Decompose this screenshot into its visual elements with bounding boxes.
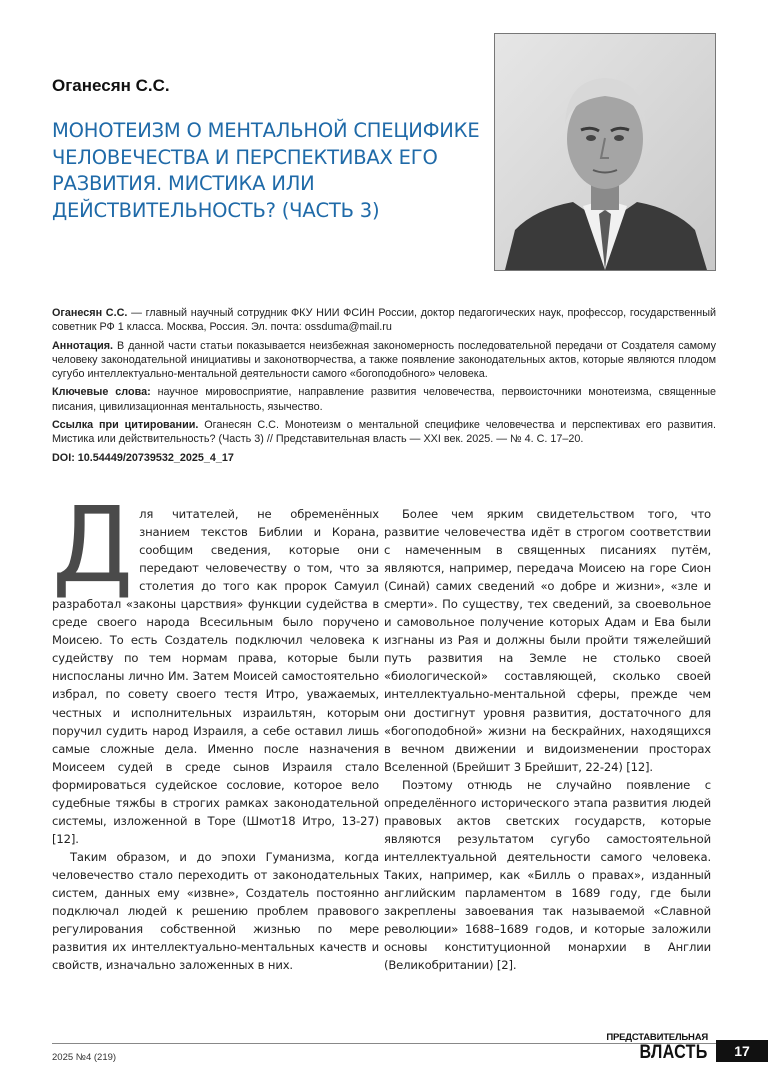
brand-main: ВЛАСТЬ (639, 1042, 708, 1063)
issue-number: 2025 №4 (219) (52, 1052, 117, 1063)
body-paragraph: Поэтому отнюдь не случайно появление с определённого исторического этапа развития людей правовых актов светских государств, которые являются результатом сугубо самостоятельной интеллектуальной деятельности самого человека. Таких, например, как «Билль о правах», изданный английским парламентом в 1689 году, где были закреплены завоевания так называемой «Славной революции» 1688–1689 годов, и которые заложили основы конституционной монархии в Англии (Великобритании) [2]. (384, 777, 711, 973)
drop-cap: Д (52, 484, 134, 606)
body-column-left (52, 484, 379, 974)
author-photo (494, 33, 716, 271)
body-paragraph: Более чем ярким свидетельством того, что развитие человечества идёт в строгом соответствии с намеченным в священных писаниях путём, являются, например, передача Моисею на горе Сион (Синай) самих сведений «о добре и жизни», «зле и смерти». По существу, тех сведений, за своевольное и самовольное получение которых Адам и Ева были изгнаны из Рая и должны были пройти тяжелейший путь развития на Земле не столько своей «биологической» составляющей, сколько своей интеллектуально-ментальной сферы, прежде чем они достигнут уровня развития, достаточного для «богоподобной» жизни на бескрайних, находящихся в вечном движении и видоизменении просторах Вселенной (Брейшит 3 Брейшит, 22-24) [12]. (384, 507, 711, 774)
abstract (52, 339, 716, 382)
journal-brand (606, 1032, 708, 1063)
author-info (52, 306, 716, 335)
article-meta (52, 306, 716, 469)
author-info-label: Оганесян С.С. (52, 307, 128, 319)
body-paragraph (52, 484, 379, 848)
citation (52, 418, 716, 447)
keywords-label: Ключевые слова: (52, 386, 151, 399)
body-column-right (384, 505, 711, 974)
author-info-text: — главный научный сотрудник ФКУ НИИ ФСИН России, доктор педагогических наук, профессор, государственный советник РФ 1 класса. Москва, Россия. Эл. почта: ossduma@mail.ru (52, 307, 717, 334)
body-paragraph: Таким образом, и до эпохи Гуманизма, когда человечество стало переходить от законодательных систем, данных ему «извне», Создатель постоянно подключал людей к решению проблем правового регулирования собственной жизнью по мере развития их интеллектуально-ментальных качеств и свойств, изначально заложенных в них. (52, 849, 379, 973)
body-paragraph-text: ля читателей, не обременённых знанием текстов Библии и Корана, сообщим сведения, которые они передают человечеству о том, что за столетия до того как пророк Самуил разработал «законы царствия» функции судейства в среде своего народа Всесильным было поручено Моисею. То есть Создатель подключил человека к судейству по тем нормам права, которые были ниспосланы лично Им. Затем Моисей самостоятельно избрал, по совету своего тестя Итро, уважаемых, честных и исполнительных израильтян, которым поручил судить народ Израиля, а себе оставил лишь самые сложные дела. Именно после назначения Моисеем судей в среде сынов Израиля стало формироваться судейское сословие, которое вело судебные тяжбы в строгих рамках законодательной системы, изложенной в Торе (Шмот18 Итро, 13-27) [12]. (52, 507, 379, 846)
doi: DOI: 10.54449/20739532_2025_4_17 (52, 451, 234, 464)
page-number: 17 (716, 1040, 768, 1062)
abstract-label: Аннотация. (52, 339, 114, 352)
article-title: МОНОТЕИЗМ О МЕНТАЛЬНОЙ СПЕЦИФИКЕ ЧЕЛОВЕЧЕСТВА И ПЕРСПЕКТИВАХ ЕГО РАЗВИТИЯ. МИСТИКА ИЛИ ДЕЙСТВИТЕЛЬНОСТЬ? (ЧАСТЬ 3) (52, 119, 480, 222)
citation-label: Ссылка при цитировании. (52, 419, 199, 432)
abstract-text: В данной части статьи показывается неизбежная закономерность последовательной передачи от Создателя самому человеку законодательной инициативы и законотворчества, а также появление законодательных актов, которые являются плодом сугубо интеллектуально-ментальной деятельности самого «богоподобного» человека. (52, 339, 716, 381)
keywords (52, 385, 716, 414)
keywords-text: научное мировосприятие, направление развития человечества, первоисточники монотеизма, священные писания, цивилизационная ментальность, язычество. (52, 386, 717, 413)
citation-text: Оганесян С.С. Монотеизм о ментальной специфике человечества и перспективах его развития. Мистика или действительность? (Часть 3) // Представительная власть — XXI век. 2025. — № 4. С. 17–20. (52, 419, 716, 446)
author-name: Оганесян С.С. (52, 76, 170, 95)
brand-top: ПРЕДСТАВИТЕЛЬНАЯ (606, 1032, 708, 1043)
